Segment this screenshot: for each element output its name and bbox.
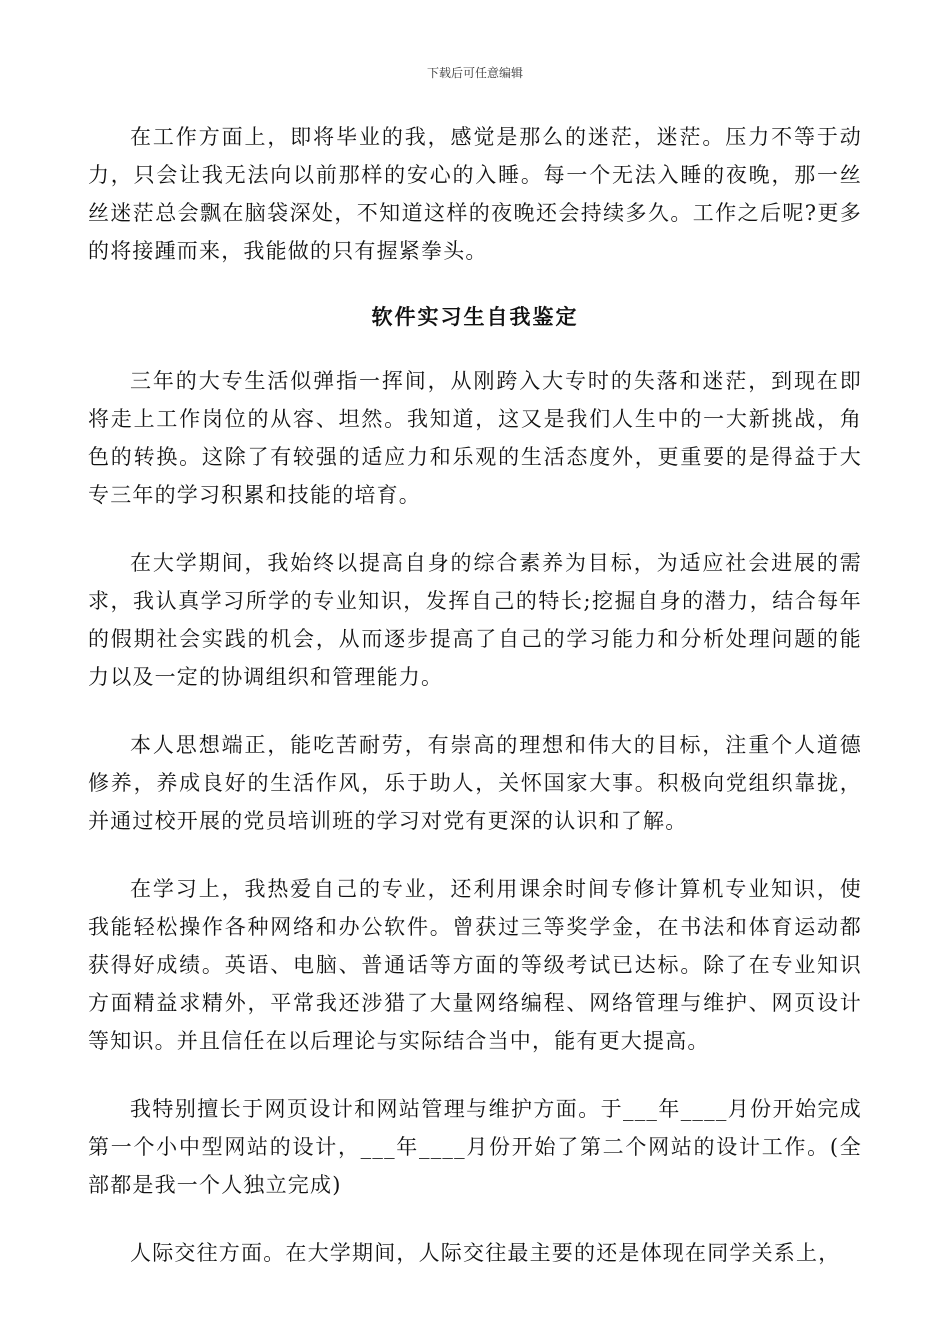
paragraph-4: 在学习上，我热爱自己的专业，还利用课余时间专修计算机专业知识，使我能轻松操作各种网络和办公软件。曾获过三等奖学金，在书法和体育运动都获得好成绩。英语、电脑、普通话等方面的等级考试已达标。除了在专业知识方面精益求精外，平常我还涉猎了大量网络编程、网络管理与维护、网页设计等知识。并且信任在以后理论与实际结合当中，能有更大提高。 <box>88 877 862 1053</box>
paragraph-5: 我特别擅长于网页设计和网站管理与维护方面。于___年____月份开始完成第一个小中型网站的设计，___年____月份开始了第二个网站的设计工作。(全部都是我一个人独立完成) <box>88 1097 862 1197</box>
section-title: 软件实习生自我鉴定 <box>371 305 579 329</box>
paragraph-2: 在大学期间，我始终以提高自身的综合素养为目标，为适应社会进展的需求，我认真学习所学的专业知识，发挥自己的特长;挖掘自身的潜力，结合每年的假期社会实践的机会，从而逐步提高了自己的学习能力和分析处理问题的能力以及一定的协调组织和管理能力。 <box>88 551 862 689</box>
paragraph-1: 三年的大专生活似弹指一挥间，从刚跨入大专时的失落和迷茫，到现在即将走上工作岗位的从容、坦然。我知道，这又是我们人生中的一大新挑战，角色的转换。这除了有较强的适应力和乐观的生活态度外，更重要的是得益于大专三年的学习积累和技能的培育。 <box>88 369 862 507</box>
header-note: 下载后可任意编辑 <box>426 66 523 80</box>
intro-paragraph: 在工作方面上，即将毕业的我，感觉是那么的迷茫，迷茫。压力不等于动力，只会让我无法向以前那样的安心的入睡。每一个无法入睡的夜晚，那一丝丝迷茫总会飘在脑袋深处，不知道这样的夜晚还会持续多久。工作之后呢?更多的将接踵而来，我能做的只有握紧拳头。 <box>88 125 862 263</box>
document-body <box>88 118 862 1302</box>
paragraph-3: 本人思想端正，能吃苦耐劳，有崇高的理想和伟大的目标，注重个人道德修养，养成良好的生活作风，乐于助人，关怀国家大事。积极向党组织靠拢，并通过校开展的党员培训班的学习对党有更深的认识和了解。 <box>88 733 862 833</box>
paragraph-6: 人际交往方面。在大学期间，人际交往最主要的还是体现在同学关系上， <box>130 1241 841 1265</box>
